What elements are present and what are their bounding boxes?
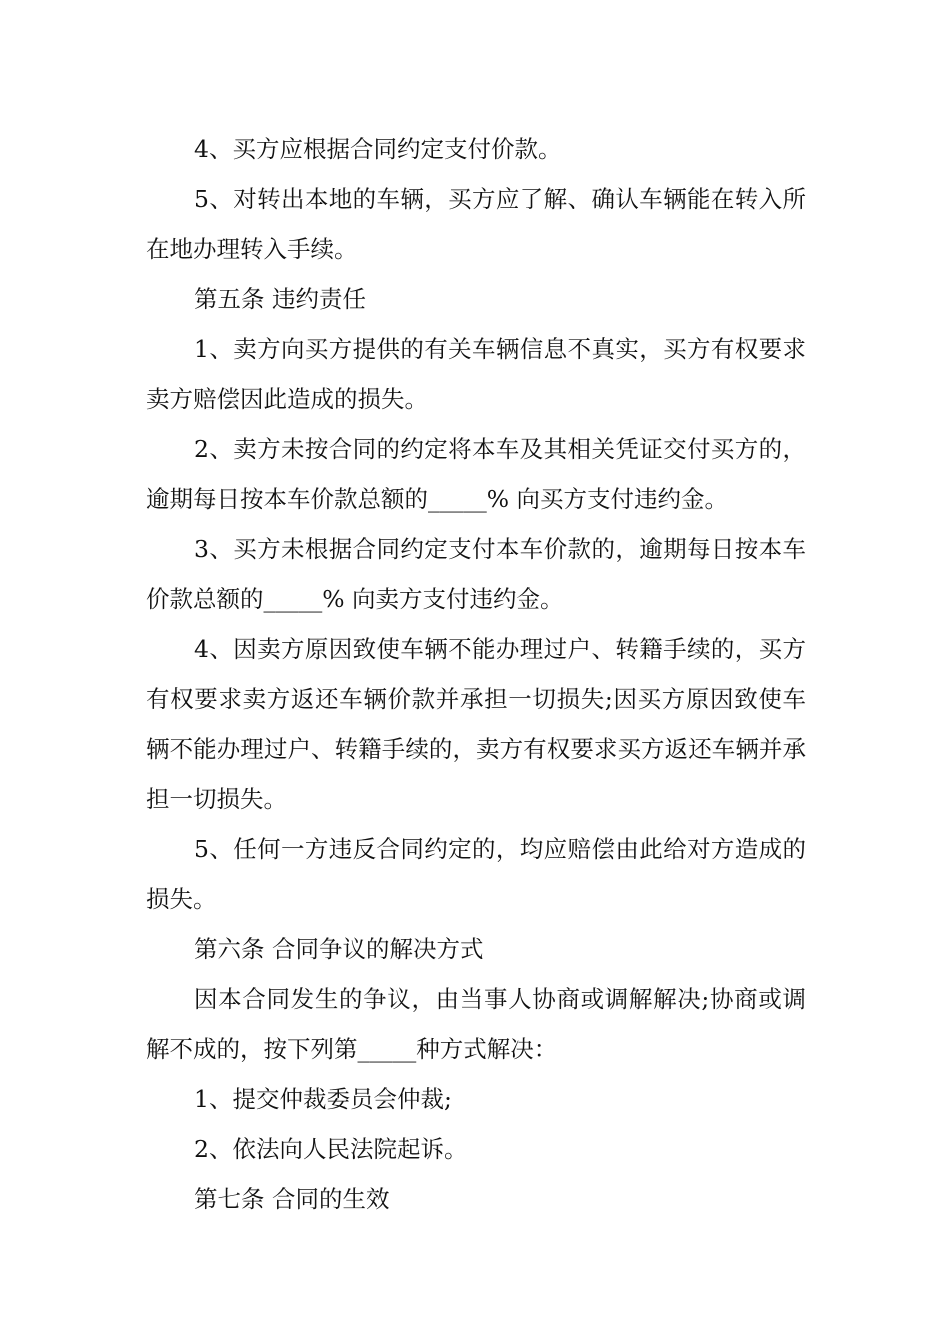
document-body bbox=[146, 124, 806, 1224]
article-5-heading: 第五条 违约责任 bbox=[194, 285, 366, 313]
breach-clause-5: 5、任何一方违反合同约定的，均应赔偿由此给对方造成的损失。 bbox=[146, 835, 806, 913]
breach-clause-4: 4、因卖方原因致使车辆不能办理过户、转籍手续的，买方有权要求卖方返还车辆价款并承担一切损失;因买方原因致使车辆不能办理过户、转籍手续的，卖方有权要求买方返还车辆并承担一切损失。 bbox=[146, 635, 806, 813]
breach-clause-2: 2、卖方未按合同的约定将本车及其相关凭证交付买方的，逾期每日按本车价款总额的_____% 向买方支付违约金。 bbox=[146, 435, 806, 513]
dispute-option-2: 2、依法向人民法院起诉。 bbox=[194, 1135, 468, 1163]
article-6-heading: 第六条 合同争议的解决方式 bbox=[194, 935, 484, 963]
breach-clause-3: 3、买方未根据合同约定支付本车价款的，逾期每日按本车价款总额的_____% 向卖方支付违约金。 bbox=[146, 535, 806, 613]
dispute-option-1: 1、提交仲裁委员会仲裁; bbox=[194, 1085, 452, 1113]
clause-buyer-payment: 4、买方应根据合同约定支付价款。 bbox=[194, 135, 562, 163]
dispute-intro: 因本合同发生的争议，由当事人协商或调解解决;协商或调解不成的，按下列第_____种方式解决： bbox=[146, 985, 806, 1063]
clause-buyer-transfer: 5、对转出本地的车辆，买方应了解、确认车辆能在转入所在地办理转入手续。 bbox=[146, 185, 806, 263]
article-7-heading: 第七条 合同的生效 bbox=[194, 1185, 390, 1213]
breach-clause-1: 1、卖方向买方提供的有关车辆信息不真实，买方有权要求卖方赔偿因此造成的损失。 bbox=[146, 335, 806, 413]
